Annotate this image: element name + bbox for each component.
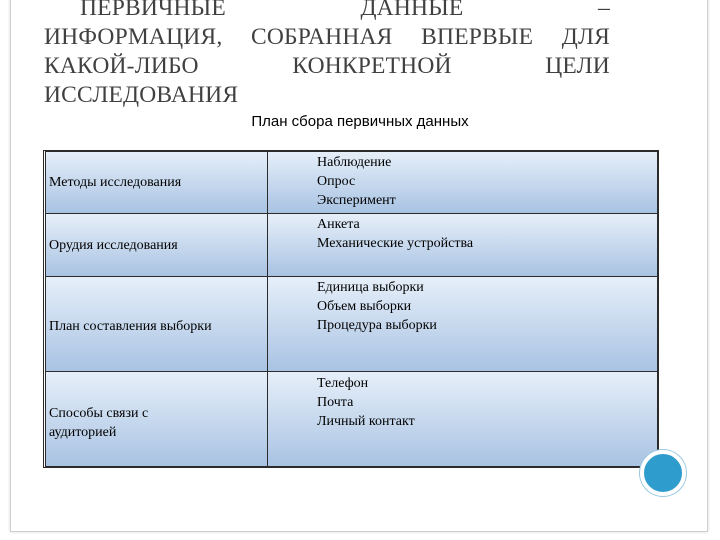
list-item: Процедура выборки (317, 318, 437, 333)
table-caption: План сбора первичных данных (251, 113, 469, 130)
title-line-3 (44, 52, 610, 81)
row-label: Орудия исследования (49, 238, 178, 253)
row-label: аудиторией (49, 425, 117, 440)
title-word: ЦЕЛИ (545, 53, 610, 79)
title-word: ВПЕРВЫЕ (421, 24, 534, 50)
title-line-2 (44, 23, 610, 52)
list-item: Объем выборки (317, 299, 412, 314)
title-word: ИССЛЕДОВАНИЯ (44, 82, 239, 108)
row-label: План составления выборки (49, 319, 212, 334)
slide-title (44, 0, 610, 110)
table-cell-label (45, 213, 268, 277)
table-cell-items (267, 151, 658, 214)
title-word: ДЛЯ (561, 24, 610, 50)
list-item: Телефон (317, 376, 369, 391)
table-cell-items (267, 213, 658, 277)
list-item: Механические устройства (317, 236, 474, 251)
row-label: Способы связи с (49, 406, 149, 421)
list-item: Опрос (317, 174, 356, 189)
title-word: КОНКРЕТНОЙ (292, 53, 452, 79)
list-item: Единица выборки (317, 280, 424, 295)
title-word: ИНФОРМАЦИЯ, (44, 24, 223, 50)
table-cell-label (45, 151, 268, 214)
list-item: Почта (317, 395, 354, 410)
decorative-circle-icon (640, 450, 686, 496)
list-item: Личный контакт (317, 414, 415, 429)
table-cell-items (267, 276, 658, 372)
title-word: СОБРАННАЯ (251, 24, 393, 50)
title-word: – (598, 0, 610, 21)
table-cell-items (267, 371, 658, 467)
title-word: ПЕРВИЧНЫЕ (80, 0, 226, 21)
title-line-1 (44, 0, 610, 23)
title-word: ДАННЫЕ (360, 0, 464, 21)
list-item: Анкета (317, 217, 360, 232)
title-line-4 (44, 81, 610, 110)
title-word: КАКОЙ-ЛИБО (44, 53, 199, 79)
data-collection-table (43, 150, 659, 468)
table-cell-label (45, 371, 268, 467)
list-item: Эксперимент (317, 193, 396, 208)
row-label: Методы исследования (49, 175, 182, 190)
table-cell-label (45, 276, 268, 372)
list-item: Наблюдение (317, 155, 392, 170)
